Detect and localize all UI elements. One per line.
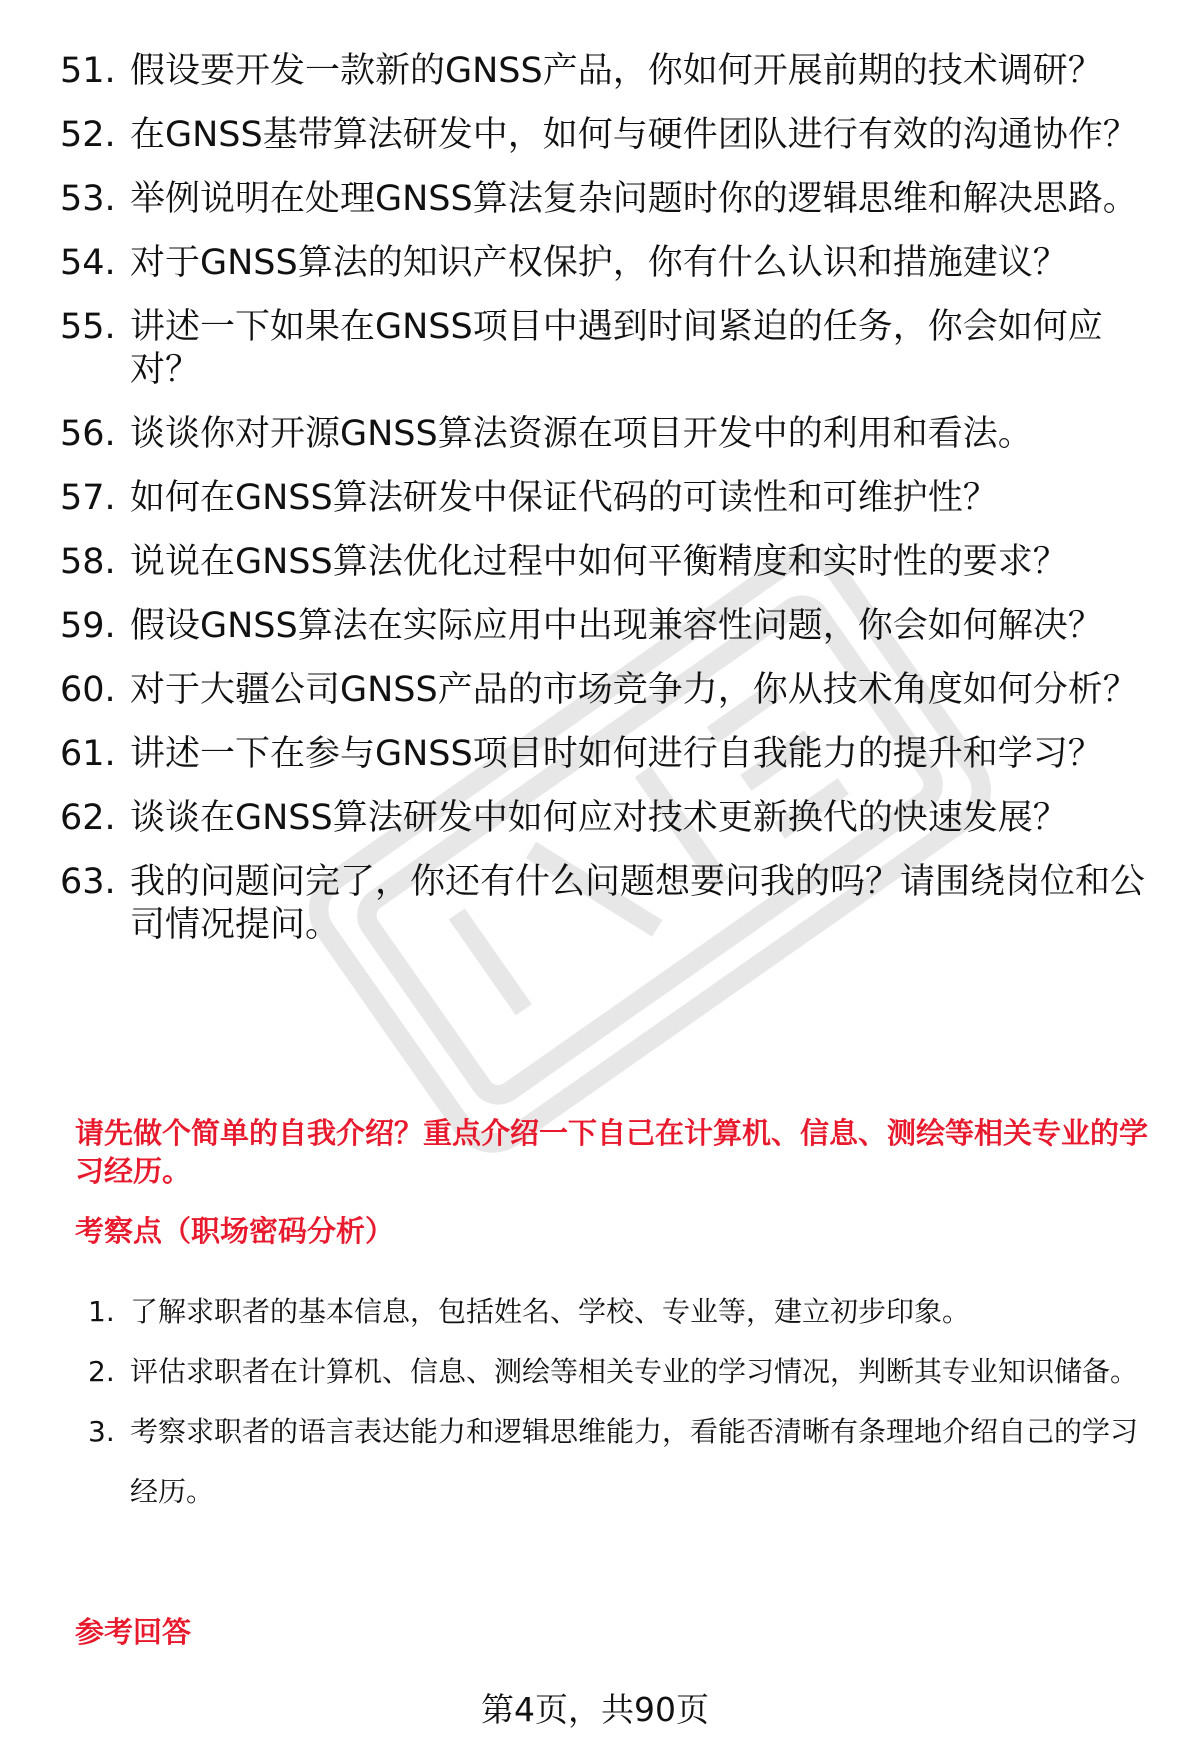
point-text: 考察求职者的语言表达能力和逻辑思维能力，看能否清晰有条理地介绍自己的学习经历。: [130, 1415, 1139, 1508]
list-item: [60, 242, 1150, 285]
question-number: 59.: [60, 606, 116, 646]
point-number: 1.: [88, 1295, 115, 1328]
question-text: 我的问题问完了，你还有什么问题想要问我的吗？请围绕岗位和公司情况提问。: [130, 862, 1146, 945]
point-text: 了解求职者的基本信息，包括姓名、学校、专业等，建立初步印象。: [130, 1295, 971, 1328]
list-item: [60, 605, 1150, 648]
point-number: 3.: [88, 1415, 115, 1448]
question-number: 52.: [60, 115, 116, 155]
list-item: [60, 50, 1150, 93]
question-text: 讲述一下在参与GNSS项目时如何进行自我能力的提升和学习？: [130, 734, 1103, 774]
list-item: [88, 1402, 1158, 1522]
analysis-heading: 考察点（职场密码分析）: [75, 1214, 395, 1248]
list-item: [60, 114, 1150, 157]
question-number: 57.: [60, 478, 116, 518]
question-number: 61.: [60, 734, 116, 774]
question-text: 如何在GNSS算法研发中保证代码的可读性和可维护性？: [130, 478, 998, 518]
answer-heading: 参考回答: [75, 1615, 192, 1649]
question-number: 51.: [60, 51, 116, 91]
point-text: 评估求职者在计算机、信息、测绘等相关专业的学习情况，判断其专业知识储备。: [130, 1355, 1139, 1388]
list-item: [60, 797, 1150, 840]
question-text: 在GNSS基带算法研发中，如何与硬件团队进行有效的沟通协作？: [130, 115, 1138, 155]
page-number-footer: 第4页，共90页: [481, 1690, 709, 1729]
point-number: 2.: [88, 1355, 115, 1388]
question-number: 53.: [60, 179, 116, 219]
question-number: 60.: [60, 670, 116, 710]
question-text: 讲述一下如果在GNSS项目中遇到时间紧迫的任务，你会如何应对？: [130, 307, 1103, 390]
list-item: [88, 1342, 1158, 1402]
list-item: [60, 477, 1150, 520]
list-item: [88, 1282, 1158, 1342]
list-item: [60, 733, 1150, 776]
list-item: [60, 541, 1150, 584]
question-text: 谈谈在GNSS算法研发中如何应对技术更新换代的快速发展？: [130, 798, 1068, 838]
question-text: 举例说明在处理GNSS算法复杂问题时你的逻辑思维和解决思路。: [130, 179, 1138, 219]
question-text: 说说在GNSS算法优化过程中如何平衡精度和实时性的要求？: [130, 542, 1068, 582]
question-number: 56.: [60, 414, 116, 454]
question-text: 假设要开发一款新的GNSS产品，你如何开展前期的技术调研？: [130, 51, 1103, 91]
question-text: 谈谈你对开源GNSS算法资源在项目开发中的利用和看法。: [130, 414, 1033, 454]
list-item: [60, 306, 1150, 392]
question-text: 对于GNSS算法的知识产权保护，你有什么认识和措施建议？: [130, 243, 1068, 283]
question-number: 58.: [60, 542, 116, 582]
question-number: 55.: [60, 307, 116, 347]
question-text: 假设GNSS算法在实际应用中出现兼容性问题，你会如何解决？: [130, 606, 1103, 646]
question-text: 对于大疆公司GNSS产品的市场竞争力，你从技术角度如何分析？: [130, 670, 1138, 710]
list-item: [60, 178, 1150, 221]
analysis-point-list: [88, 1282, 1158, 1522]
featured-question-heading: 请先做个简单的自我介绍？重点介绍一下自己在计算机、信息、测绘等相关专业的学习经历。: [75, 1116, 1149, 1188]
list-item: [60, 413, 1150, 456]
question-number: 62.: [60, 798, 116, 838]
question-number: 54.: [60, 243, 116, 283]
question-list: [60, 50, 1150, 968]
list-item: [60, 861, 1150, 947]
list-item: [60, 669, 1150, 712]
question-number: 63.: [60, 862, 116, 902]
